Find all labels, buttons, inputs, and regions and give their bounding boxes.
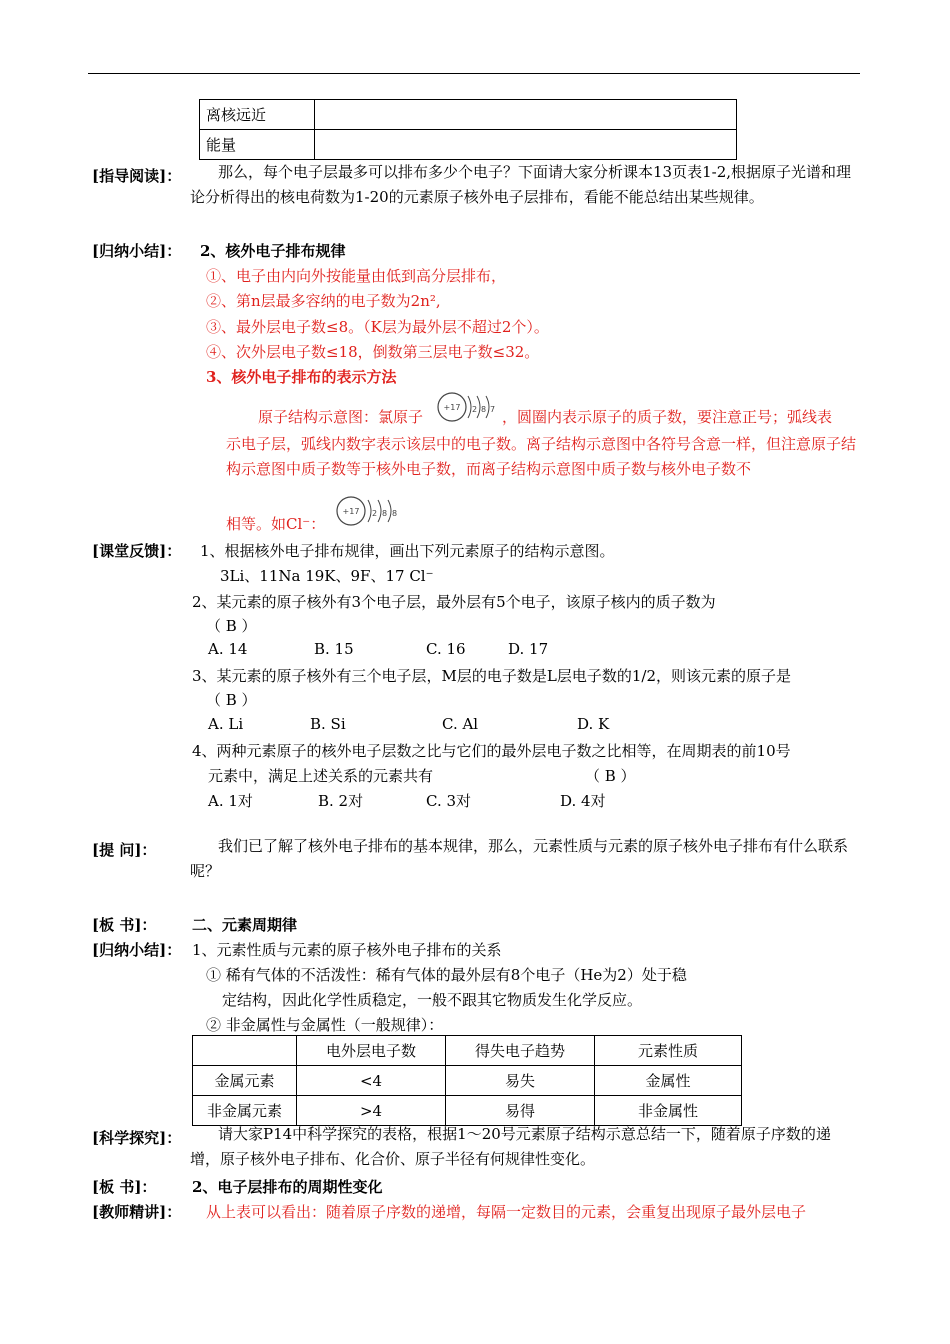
chloride-ion-diagram [334,494,404,528]
table-metal-nonmetal [192,1035,742,1126]
table-cell: 金属元素 [193,1066,297,1096]
q2-option-b: B. 15 [314,640,354,658]
rule-3: ③、最外层电子数≤8。（K层为最外层不超过2个）。 [206,318,549,336]
feedback-q4-line2: 元素中，满足上述关系的元素共有 [208,767,434,785]
table-cell: 能量 [200,130,315,160]
shell-arc [388,500,391,522]
teacher-label: [教师精讲]： [92,1203,182,1221]
feedback-q2-answer: （ B ） [206,617,257,635]
shell-arc [486,396,489,418]
q2-option-d: D. 17 [508,640,549,658]
question-label: [提 问]： [92,841,157,859]
feedback-label: [课堂反馈]： [92,542,182,560]
q3-option-d: D. K [577,715,610,733]
chlorine-atom-diagram [436,390,500,424]
q4-option-a: A. 1对 [208,792,253,810]
table-distance-energy [199,99,737,160]
question-text: 我们已了解了核外电子排布的基本规律，那么，元素性质与元素的原子核外电子排布有什么联系呢？ [190,837,849,880]
feedback-q3-answer: （ B ） [206,691,257,709]
structure-intro: 原子结构示意图：氯原子 [258,408,424,426]
table-row [200,100,737,130]
shell-count: 8 [481,405,487,414]
q4-option-d: D. 4对 [560,792,606,810]
table-row [200,130,737,160]
board-label: [板 书]： [92,916,157,934]
feedback-q4: 4、两种元素原子的核外电子层数之比与它们的最外层电子数之比相等，在周期表的前10号 [192,742,791,760]
feedback-q2: 2、某元素的原子核外有3个电子层，最外层有5个电子，该原子核内的质子数为 [192,593,716,611]
rules-heading: 2、核外电子排布规律 [200,242,346,260]
q2-option-c: C. 16 [426,640,466,658]
board2-label: [板 书]： [92,1178,157,1196]
feedback-q1-elements: 3Li、11Na 19K、9F、17 Cl⁻ [220,567,434,585]
guide-text: 那么，每个电子层最多可以排布多少个电子？下面请大家分析课本13页表1-2,根据原子光谱和理论分析得出的核电荷数为1-20的元素原子核外电子层排布，看能不能总结出某些规律。 [190,163,852,206]
table-row [193,1096,742,1126]
structure-rest-line1: ，圆圈内表示原子的质子数，要注意正号；弧线表 [502,408,833,426]
q4-option-c: C. 3对 [426,792,472,810]
rule-1: ①、电子由内向外按能量由低到高分层排布， [206,267,507,285]
summary2-text: 1、元素性质与元素的原子核外电子排布的关系 [192,941,502,959]
q3-option-a: A. Li [208,715,244,733]
table-header-cell: 元素性质 [595,1036,742,1066]
board-text: 二、元素周期律 [192,916,298,934]
shell-count: 8 [382,509,388,518]
table-cell: <4 [297,1066,446,1096]
table-cell: 金属性 [595,1066,742,1096]
shell-arc [368,500,371,522]
rule-4: ④、次外层电子数≤18，倒数第三层电子数≤32。 [206,343,540,361]
nucleus-charge: +17 [342,507,360,516]
guide-label: [指导阅读]： [92,167,182,185]
board2-text: 2、电子层排布的周期性变化 [192,1178,383,1196]
rule-2: ②、第n层最多容纳的电子数为2n², [206,292,441,310]
structure-tail: 相等。如Cl⁻： [226,515,326,533]
q3-option-c: C. Al [442,715,479,733]
shell-count: 2 [372,509,378,518]
explore-label: [科学探究]： [92,1129,182,1147]
explore-text: 请大家P14中科学探究的表格，根据1～20号元素原子结构示意总结一下，随着原子序数的递增，原子核外电子排布、化合价、原子半径有何规律性变化。 [190,1125,831,1168]
shell-arc [378,500,381,522]
shell-count: 8 [392,509,398,518]
feedback-q4-answer: （ B ） [585,767,636,785]
table-cell: >4 [297,1096,446,1126]
table-header-cell: 电外层电子数 [297,1036,446,1066]
summary2-point1-line1: ① 稀有气体的不活泼性：稀有气体的最外层有8个电子（He为2）处于稳 [206,966,687,984]
table-cell: 易得 [446,1096,595,1126]
feedback-q1: 1、根据核外电子排布规律，画出下列元素原子的结构示意图。 [200,542,615,560]
table-header-cell [193,1036,297,1066]
table-cell: 非金属性 [595,1096,742,1126]
feedback-q3: 3、某元素的原子核外有三个电子层，M层的电子数是L层电子数的1/2，则该元素的原子是 [192,667,792,685]
shell-count: 7 [490,405,496,414]
summary2-point1-line2: 定结构，因此化学性质稳定，一般不跟其它物质发生化学反应。 [222,991,643,1009]
header-rule [88,73,860,74]
table-row [193,1036,742,1066]
method-heading: 3、核外电子排布的表示方法 [206,368,397,386]
q3-option-b: B. Si [310,715,346,733]
table-cell: 非金属元素 [193,1096,297,1126]
table-cell: 易失 [446,1066,595,1096]
summary-label: [归纳小结]： [92,242,182,260]
table-cell [315,130,737,160]
structure-rest: 示电子层，弧线内数字表示该层中的电子数。离子结构示意图中各符号含意一样，但注意原子结构示意图中质子数等于核外电子数，而离子结构示意图中质子数与核外电子数不 [226,435,857,478]
shell-arc [477,396,480,418]
nucleus-charge: +17 [443,403,461,412]
table-row [193,1066,742,1096]
q4-option-b: B. 2对 [318,792,364,810]
table-cell [315,100,737,130]
shell-arc [468,396,471,418]
table-cell: 离核远近 [200,100,315,130]
summary2-label: [归纳小结]： [92,941,182,959]
q2-option-a: A. 14 [208,640,248,658]
summary2-point2: ② 非金属性与金属性（一般规律）： [206,1016,444,1034]
teacher-text: 从上表可以看出：随着原子序数的递增，每隔一定数目的元素，会重复出现原子最外层电子 [206,1203,807,1221]
shell-count: 2 [472,405,478,414]
table-header-cell: 得失电子趋势 [446,1036,595,1066]
